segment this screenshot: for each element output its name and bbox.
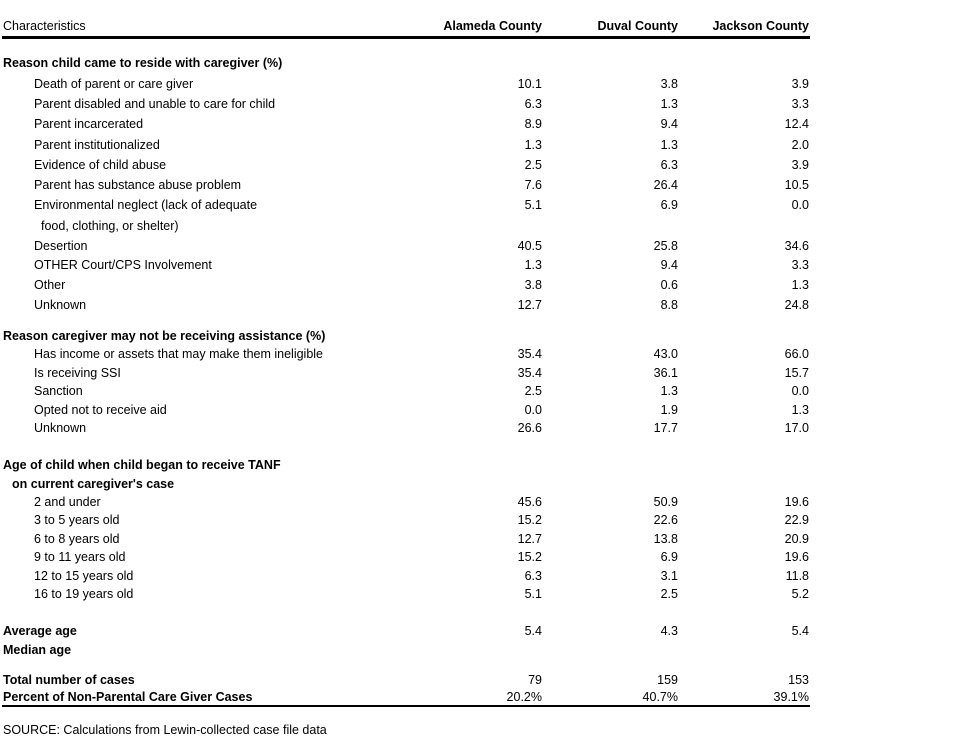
cell-alameda: 7.6: [524, 178, 542, 192]
cell-duval: 1.9: [660, 403, 678, 417]
cell-jackson: 66.0: [784, 347, 809, 361]
cell-duval: 50.9: [653, 495, 678, 509]
row-label: Parent disabled and unable to care for child: [34, 97, 276, 111]
row-label: OTHER Court/CPS Involvement: [34, 258, 212, 272]
row-label: Unknown: [34, 421, 87, 435]
cell-alameda: 12.7: [517, 298, 542, 312]
row-label-continued: food, clothing, or shelter): [41, 219, 179, 233]
cell-jackson: 1.3: [791, 403, 809, 417]
cell-duval: 3.8: [660, 77, 678, 91]
row-label: Parent incarcerated: [34, 117, 144, 131]
source-note: SOURCE: Calculations from Lewin-collected case file data: [3, 723, 327, 737]
cell-jackson: 11.8: [785, 569, 809, 583]
row-label: 9 to 11 years old: [34, 550, 126, 564]
section-title-age-child: Age of child when child began to receive TANF: [3, 458, 281, 472]
row-label: 2 and under: [34, 495, 101, 509]
cell-alameda: 0.0: [524, 403, 542, 417]
cell-alameda: 1.3: [524, 138, 542, 152]
cell-alameda: 35.4: [517, 366, 542, 380]
cell-duval: 26.4: [653, 178, 678, 192]
section-title-reason-assist: Reason caregiver may not be receiving assistance (%): [3, 329, 326, 343]
row-label: Parent institutionalized: [34, 138, 160, 152]
row-label: Desertion: [34, 239, 88, 253]
cell-duval: 4.3: [660, 624, 678, 638]
cell-jackson: 39.1%: [773, 690, 809, 704]
cell-duval: 13.8: [653, 532, 678, 546]
cell-jackson: 20.9: [784, 532, 809, 546]
row-label: 12 to 15 years old: [34, 569, 134, 583]
row-label: 3 to 5 years old: [34, 513, 120, 527]
cell-duval: 43.0: [653, 347, 678, 361]
cell-alameda: 12.7: [517, 532, 542, 546]
row-label: Environmental neglect (lack of adequate: [34, 198, 258, 212]
average-age-label: Average age: [3, 624, 77, 638]
cell-alameda: 6.3: [524, 97, 542, 111]
cell-jackson: 19.6: [784, 550, 809, 564]
cell-jackson: 3.9: [791, 77, 809, 91]
cell-jackson: 153: [788, 673, 809, 687]
cell-alameda: 3.8: [524, 278, 542, 292]
cell-duval: 6.9: [660, 198, 678, 212]
section-title-reason-reside: Reason child came to reside with caregiver (%): [3, 56, 283, 70]
cell-jackson: 3.3: [791, 258, 809, 272]
cell-jackson: 22.9: [784, 513, 809, 527]
cell-duval: 25.8: [653, 239, 678, 253]
cell-jackson: 5.4: [791, 624, 809, 638]
cell-duval: 17.7: [653, 421, 678, 435]
row-label: Death of parent or care giver: [34, 77, 194, 91]
cell-alameda: 10.1: [517, 77, 542, 91]
header-rule: [2, 36, 810, 39]
row-label: Is receiving SSI: [34, 366, 121, 380]
cell-alameda: 8.9: [524, 117, 542, 131]
cell-alameda: 15.2: [517, 550, 542, 564]
cell-jackson: 2.0: [791, 138, 809, 152]
header-characteristics: Characteristics: [3, 19, 86, 33]
cell-jackson: 3.9: [791, 158, 809, 172]
cell-duval: 0.6: [660, 278, 678, 292]
row-label: Opted not to receive aid: [34, 403, 167, 417]
cell-alameda: 2.5: [524, 384, 542, 398]
cell-alameda: 5.1: [524, 198, 542, 212]
cell-alameda: 35.4: [517, 347, 542, 361]
row-label: Sanction: [34, 384, 83, 398]
cell-jackson: 19.6: [784, 495, 809, 509]
cell-jackson: 5.2: [791, 587, 809, 601]
cell-duval: 9.4: [660, 117, 678, 131]
cell-jackson: 0.0: [791, 198, 809, 212]
cell-alameda: 40.5: [517, 239, 542, 253]
cell-alameda: 45.6: [517, 495, 542, 509]
cell-duval: 3.1: [660, 569, 678, 583]
cell-duval: 1.3: [660, 138, 678, 152]
cell-alameda: 15.2: [517, 513, 542, 527]
cell-alameda: 5.4: [524, 624, 542, 638]
header-jackson-county: Jackson County: [712, 19, 809, 33]
total-cases-label: Total number of cases: [3, 673, 135, 687]
row-label: Evidence of child abuse: [34, 158, 167, 172]
cell-alameda: 20.2%: [506, 690, 542, 704]
cell-jackson: 15.7: [784, 366, 809, 380]
cell-alameda: 2.5: [524, 158, 542, 172]
cell-duval: 9.4: [660, 258, 678, 272]
header-alameda-county: Alameda County: [443, 19, 542, 33]
cell-jackson: 24.8: [784, 298, 809, 312]
cell-alameda: 5.1: [524, 587, 542, 601]
row-label: Has income or assets that may make them ineligible: [34, 347, 324, 361]
cell-duval: 2.5: [660, 587, 678, 601]
cell-alameda: 1.3: [524, 258, 542, 272]
cell-duval: 36.1: [653, 366, 678, 380]
cell-duval: 159: [657, 673, 678, 687]
cell-duval: 6.3: [660, 158, 678, 172]
cell-jackson: 1.3: [791, 278, 809, 292]
cell-alameda: 6.3: [524, 569, 542, 583]
cell-jackson: 3.3: [791, 97, 809, 111]
row-label: Other: [34, 278, 66, 292]
median-age-label: Median age: [3, 643, 72, 657]
cell-jackson: 0.0: [791, 384, 809, 398]
cell-duval: 1.3: [660, 384, 678, 398]
cell-duval: 6.9: [660, 550, 678, 564]
row-label: Unknown: [34, 298, 87, 312]
row-label: 6 to 8 years old: [34, 532, 120, 546]
header-duval-county: Duval County: [597, 19, 678, 33]
cell-jackson: 34.6: [784, 239, 809, 253]
row-label: Parent has substance abuse problem: [34, 178, 242, 192]
cell-alameda: 79: [528, 673, 542, 687]
cell-jackson: 12.4: [784, 117, 809, 131]
cell-duval: 40.7%: [642, 690, 678, 704]
cell-duval: 22.6: [653, 513, 678, 527]
footer-rule: [2, 705, 810, 707]
cell-jackson: 17.0: [784, 421, 809, 435]
cell-jackson: 10.5: [784, 178, 809, 192]
cell-alameda: 26.6: [517, 421, 542, 435]
row-label: 16 to 19 years old: [34, 587, 134, 601]
cell-duval: 1.3: [660, 97, 678, 111]
percent-cases-label: Percent of Non-Parental Care Giver Cases: [3, 690, 253, 704]
section-title-age-child-continued: on current caregiver's case: [12, 477, 175, 491]
cell-duval: 8.8: [660, 298, 678, 312]
